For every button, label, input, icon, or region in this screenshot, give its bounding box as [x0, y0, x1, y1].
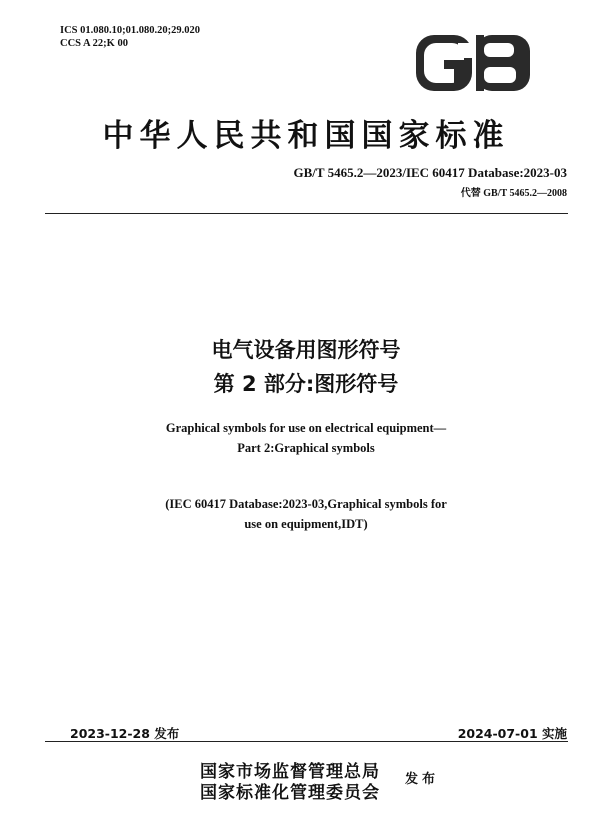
adoption-note-line-1: (IEC 60417 Database:2023-03,Graphical symbols for	[165, 497, 447, 511]
issuer-sac: 国家标准化管理委员会	[200, 783, 380, 803]
gb-logo-graphic	[414, 33, 532, 93]
national-standard-title: 中华人民共和国国家标准	[102, 118, 510, 154]
classification-codes	[60, 24, 200, 50]
chinese-title-line-1: 电气设备用图形符号	[211, 338, 401, 362]
english-title-line-1: Graphical symbols for use on electrical equipment—	[165, 421, 447, 435]
issue-date: 2023-12-28 发布	[70, 726, 180, 741]
gb-logo	[414, 33, 532, 93]
adoption-note-line-2: use on equipment,IDT)	[244, 517, 368, 531]
issuer-samr: 国家市场监督管理总局	[200, 762, 380, 782]
top-divider	[45, 213, 568, 214]
standard-number: GB/T 5465.2—2023/IEC 60417 Database:2023-03	[293, 165, 567, 180]
chinese-title-line-2: 第 2 部分:图形符号	[213, 372, 399, 396]
gb-logo-text: GB	[472, 73, 474, 74]
implementation-date: 2024-07-01 实施	[457, 726, 567, 741]
ccs-code: CCS A 22;K 00	[60, 38, 128, 49]
bottom-divider	[45, 741, 568, 742]
ics-code: ICS 01.080.10;01.080.20;29.020	[60, 25, 201, 36]
english-title-line-2: Part 2:Graphical symbols	[237, 441, 375, 455]
replaces-standard: 代替 GB/T 5465.2—2008	[460, 188, 567, 199]
publish-label: 发布	[405, 772, 440, 787]
